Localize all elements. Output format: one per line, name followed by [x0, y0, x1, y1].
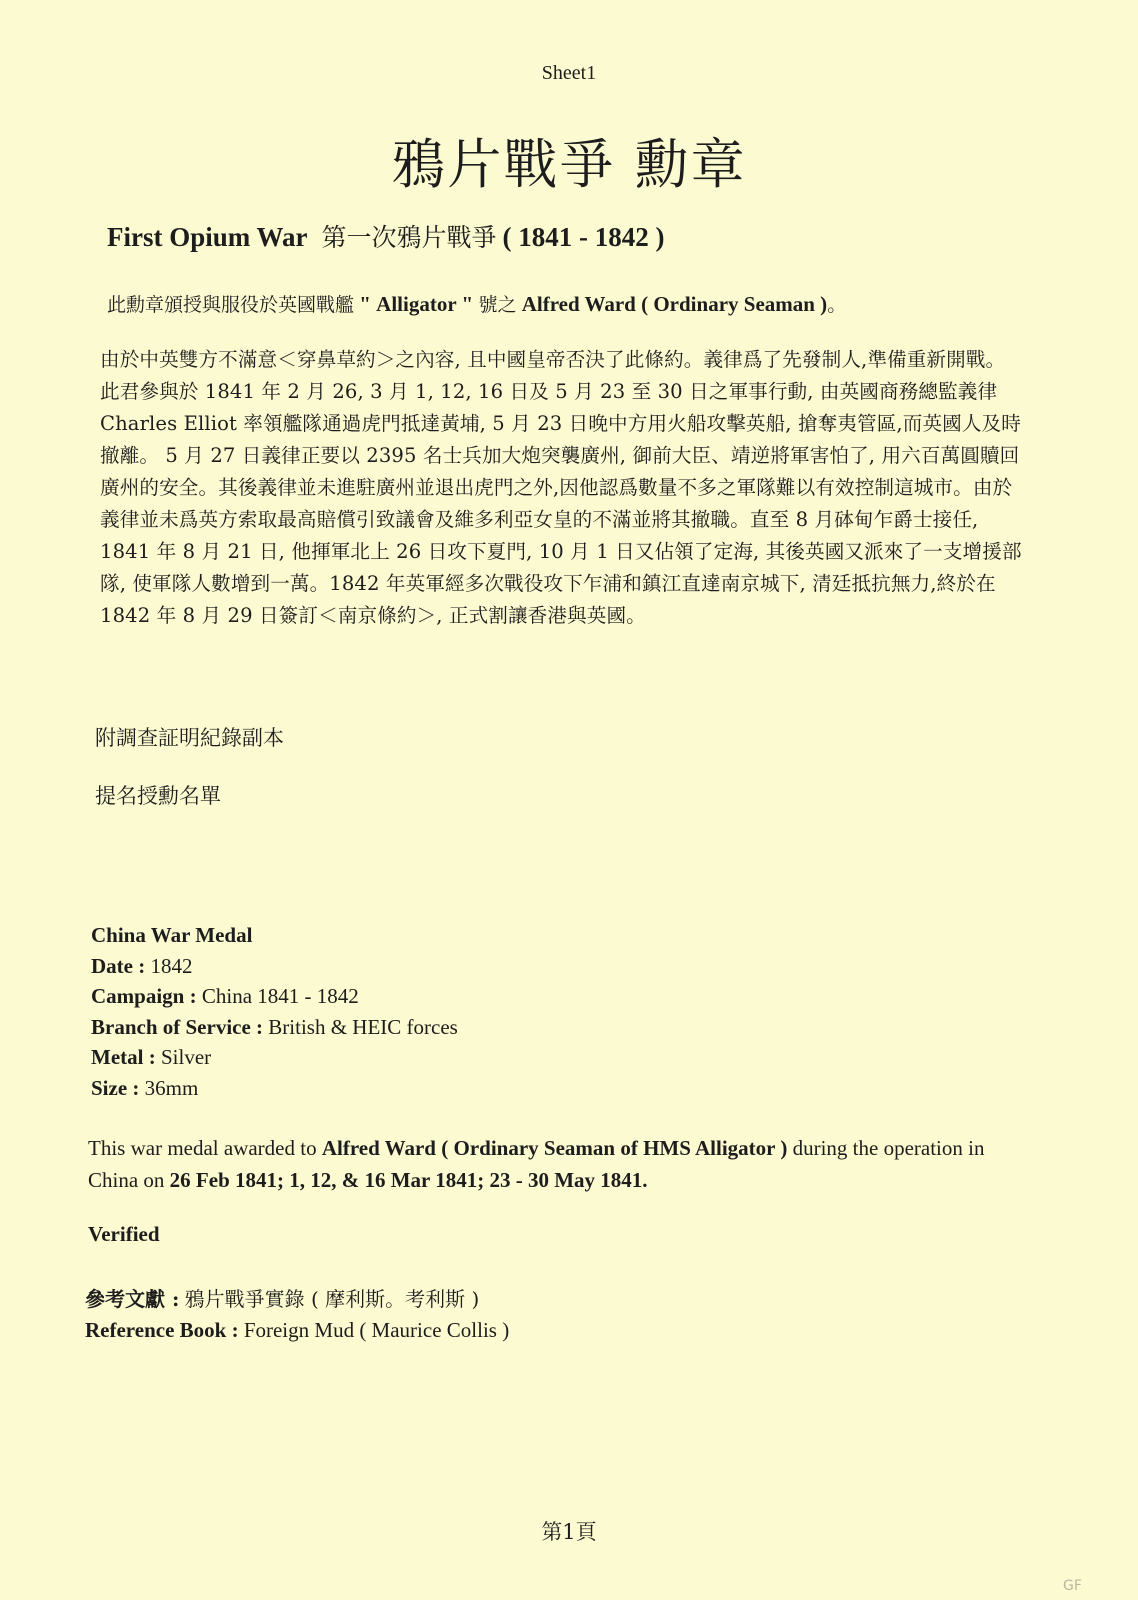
war-title — [107, 218, 665, 254]
campaign-value: China 1841 - 1842 — [201, 984, 359, 1008]
branch-value: British & HEIC forces — [268, 1014, 458, 1039]
ship-name: " Alligator " — [359, 292, 474, 316]
statement-rank: ( Ordinary Seaman of HMS Alligator ) — [436, 1136, 788, 1160]
branch-label: Branch of Service : — [91, 1014, 264, 1039]
reference-zh-value: 鴉片戰爭實錄 ( 摩利斯。考利斯 ) — [184, 1287, 480, 1311]
page-title: 鴉片戰爭 勳章 — [391, 133, 747, 196]
war-title-years: ( 1841 - 1842 ) — [502, 222, 665, 252]
date-value: 1842 — [150, 953, 193, 978]
war-title-en: First Opium War — [107, 222, 308, 252]
reference-zh — [85, 1283, 479, 1312]
metal-label: Metal : — [91, 1045, 156, 1069]
attachment-item: 提名授勳名單 — [95, 784, 221, 808]
recipient-name: Alfred Ward ( Ordinary Seaman ) — [521, 292, 828, 316]
size-value: 36mm — [144, 1075, 199, 1100]
award-suffix: 。 — [827, 294, 847, 316]
medal-info — [91, 920, 458, 1103]
history-paragraph: 此君參與於 1841 年 2 月 26, 3 月 1, 12, 16 日及 5 月 23 至 30 日之軍事行動, 由英國商務總監義律 Charles Elliot 率領艦隊通過虎門抵達黃埔, 5 月 23 日晚中方用火船攻擊英船, 搶奪夷管區,而英國人及時撤離。 5 月 27 日義律正要以 2395 名士兵加大炮突襲廣州, 御前大臣、靖逆將軍害怕了, 用六百萬圓贖回廣州的安全。其後義律並未進駐廣州並退出虎門之外,因他認爲數量不多之軍隊難以有效控制這城市。由於義律並未爲英方索取最高賠償引致議會及維多利亞女皇的不滿並將其撤職。直至 8 月砵甸乍爵士接任, 1841 年 8 月 21 日, 他揮軍北上 26 日攻下夏門, 10 月 1 日又佔領了定海, 其後英國又派來了一支增援部隊, 使軍隊人數增到一萬。1842 年英軍經多次戰役攻下乍浦和鎮江直達南京城下, 清廷抵抗無力,終於在 1842 年 8 月 29 日簽訂＜南京條約＞, 正式割讓香港與英國。 — [100, 380, 1022, 627]
handwritten-initials: GF — [1063, 1578, 1082, 1594]
statement-name: Alfred Ward — [321, 1136, 436, 1160]
reference-en-value: Foreign Mud ( Maurice Collis ) — [243, 1318, 510, 1342]
medal-name: China War Medal — [91, 923, 253, 947]
history-paragraph: 由於中英雙方不滿意＜穿鼻草約＞之內容, 且中國皇帝否決了此條約。義律爲了先發制人,準備重新開戰。 — [100, 348, 1006, 371]
award-mid: 號之 — [478, 294, 517, 316]
statement-text: during the operation in China on — [88, 1136, 985, 1192]
metal-value: Silver — [160, 1045, 212, 1069]
size-label: Size : — [91, 1075, 140, 1100]
award-statement — [88, 1132, 988, 1196]
statement-text: This war medal awarded to — [88, 1136, 322, 1160]
reference-en-label: Reference Book : — [85, 1318, 239, 1342]
award-line — [107, 290, 846, 317]
campaign-label: Campaign : — [91, 984, 197, 1008]
sheet-label: Sheet1 — [541, 62, 597, 84]
verified-label: Verified — [88, 1222, 160, 1246]
war-title-zh: 第一次鴉片戰爭 — [321, 223, 497, 252]
statement-dates: 26 Feb 1841; 1, 12, & 16 Mar 1841; 23 - 30 May 1841. — [169, 1168, 648, 1192]
history-text — [100, 344, 1030, 632]
reference-zh-label: 參考文獻 : — [85, 1287, 180, 1311]
attachment-item: 附調查証明紀錄副本 — [95, 726, 284, 750]
reference-en — [85, 1318, 509, 1343]
date-label: Date : — [91, 953, 146, 978]
award-prefix: 此勳章頒授與服役於英國戰艦 — [107, 294, 355, 316]
page-number: 第1頁 — [541, 1520, 597, 1544]
